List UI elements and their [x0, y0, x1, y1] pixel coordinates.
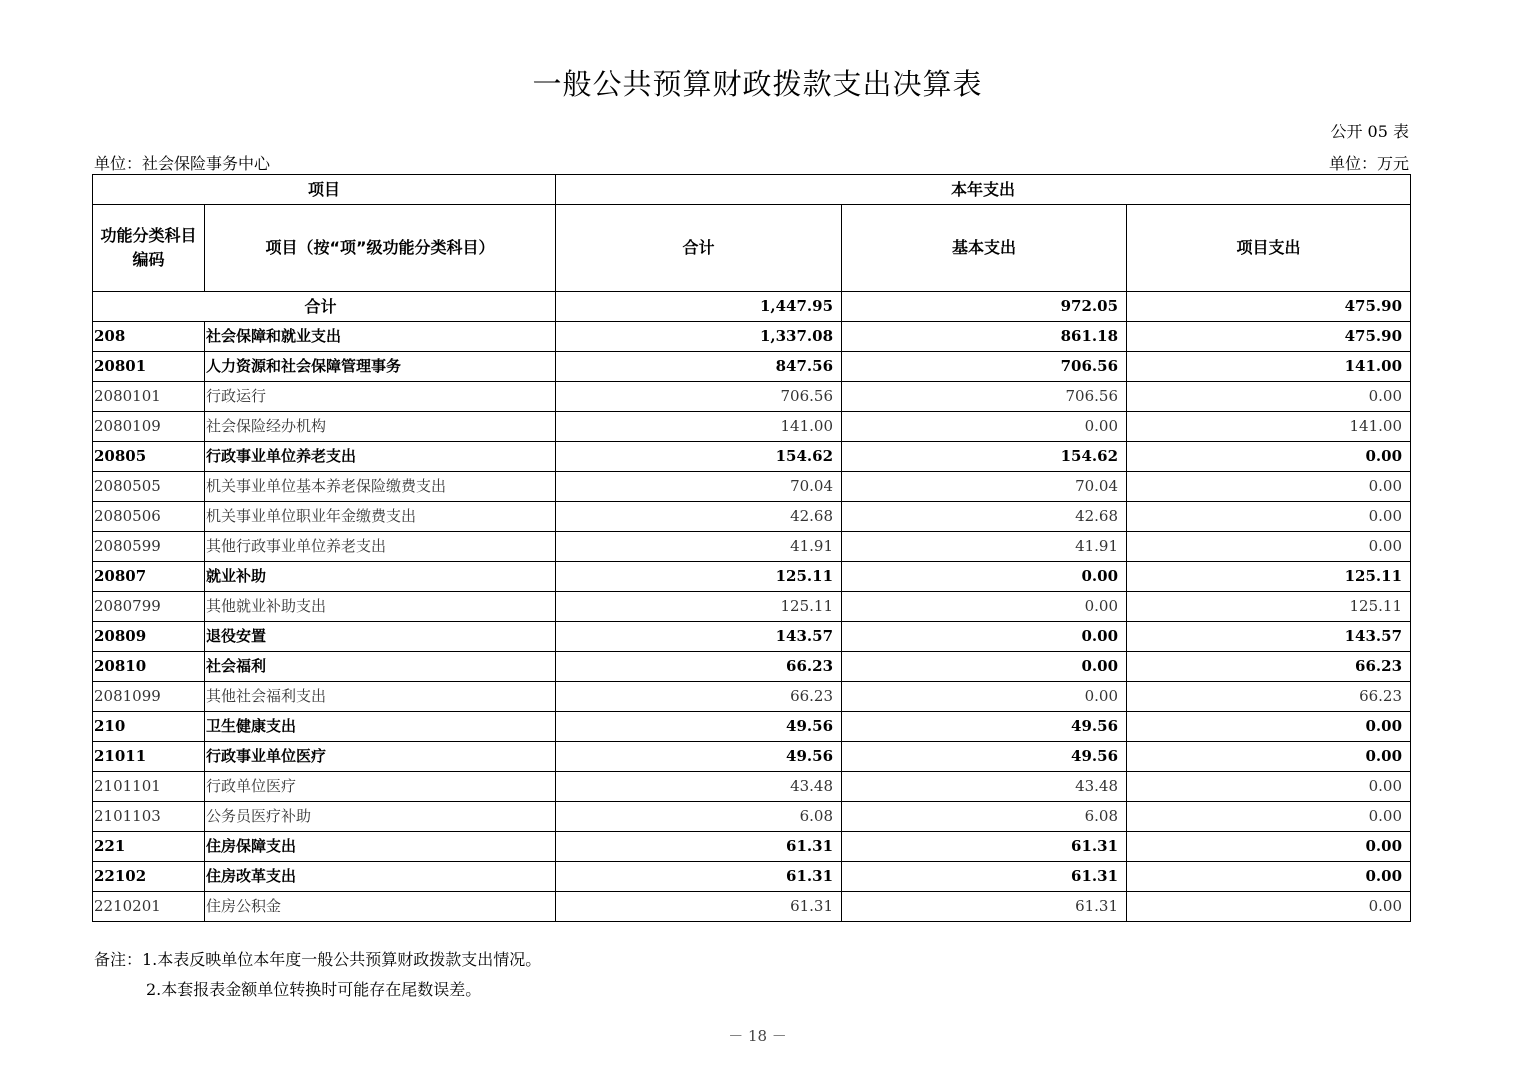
row-basic: 49.56 [842, 742, 1127, 772]
row-basic: 42.68 [842, 502, 1127, 532]
row-code: 20810 [93, 652, 205, 682]
row-total: 706.56 [556, 382, 842, 412]
row-name: 社会保障和就业支出 [205, 322, 556, 352]
row-total: 6.08 [556, 802, 842, 832]
row-code: 2080109 [93, 412, 205, 442]
unit-organization: 单位：社会保险事务中心 [94, 154, 271, 173]
row-code: 2080101 [93, 382, 205, 412]
table-row [93, 532, 1411, 562]
row-total: 42.68 [556, 502, 842, 532]
row-project: 66.23 [1127, 682, 1411, 712]
table-row [93, 712, 1411, 742]
row-code: 20801 [93, 352, 205, 382]
total-project: 475.90 [1127, 292, 1411, 322]
row-project: 0.00 [1127, 472, 1411, 502]
row-total: 141.00 [556, 412, 842, 442]
row-project: 0.00 [1127, 532, 1411, 562]
table-row [93, 802, 1411, 832]
row-basic: 0.00 [842, 592, 1127, 622]
row-name: 就业补助 [205, 562, 556, 592]
row-name: 社会保险经办机构 [205, 412, 556, 442]
row-project: 141.00 [1127, 352, 1411, 382]
row-project: 0.00 [1127, 832, 1411, 862]
total-amount: 1,447.95 [556, 292, 842, 322]
row-total: 66.23 [556, 682, 842, 712]
table-row [93, 862, 1411, 892]
row-code: 22102 [93, 862, 205, 892]
row-project: 0.00 [1127, 772, 1411, 802]
row-project: 0.00 [1127, 382, 1411, 412]
row-project: 475.90 [1127, 322, 1411, 352]
total-row [93, 292, 1411, 322]
row-basic: 43.48 [842, 772, 1127, 802]
row-project: 125.11 [1127, 562, 1411, 592]
row-project: 66.23 [1127, 652, 1411, 682]
row-project: 141.00 [1127, 412, 1411, 442]
row-name: 其他行政事业单位养老支出 [205, 532, 556, 562]
row-total: 43.48 [556, 772, 842, 802]
row-name: 其他社会福利支出 [205, 682, 556, 712]
row-basic: 706.56 [842, 382, 1127, 412]
row-name: 人力资源和社会保障管理事务 [205, 352, 556, 382]
page-number: － 18 － [728, 1027, 787, 1045]
table-row [93, 682, 1411, 712]
row-basic: 41.91 [842, 532, 1127, 562]
row-project: 0.00 [1127, 712, 1411, 742]
table-row [93, 442, 1411, 472]
row-code: 2101103 [93, 802, 205, 832]
row-name: 行政事业单位医疗 [205, 742, 556, 772]
row-total: 1,337.08 [556, 322, 842, 352]
row-code: 20805 [93, 442, 205, 472]
row-name: 行政事业单位养老支出 [205, 442, 556, 472]
table-row [93, 502, 1411, 532]
row-total: 49.56 [556, 712, 842, 742]
row-code: 208 [93, 322, 205, 352]
row-name: 行政单位医疗 [205, 772, 556, 802]
row-basic: 0.00 [842, 562, 1127, 592]
row-code: 20809 [93, 622, 205, 652]
table-row [93, 622, 1411, 652]
header-item: 项目（按“项”级功能分类科目） [205, 205, 556, 292]
table-row [93, 742, 1411, 772]
row-project: 0.00 [1127, 742, 1411, 772]
row-name: 社会福利 [205, 652, 556, 682]
row-code: 2080505 [93, 472, 205, 502]
row-total: 847.56 [556, 352, 842, 382]
row-name: 住房公积金 [205, 892, 556, 922]
header-row-1 [93, 175, 1411, 205]
row-basic: 0.00 [842, 622, 1127, 652]
header-basic: 基本支出 [842, 205, 1127, 292]
row-basic: 70.04 [842, 472, 1127, 502]
table-row [93, 352, 1411, 382]
header-total: 合计 [556, 205, 842, 292]
row-basic: 61.31 [842, 892, 1127, 922]
row-basic: 0.00 [842, 682, 1127, 712]
expenditure-table [92, 174, 1411, 922]
row-project: 125.11 [1127, 592, 1411, 622]
row-name: 行政运行 [205, 382, 556, 412]
row-total: 125.11 [556, 592, 842, 622]
row-code: 221 [93, 832, 205, 862]
table-row [93, 652, 1411, 682]
row-project: 0.00 [1127, 442, 1411, 472]
table-row [93, 322, 1411, 352]
header-project-expense: 项目支出 [1127, 205, 1411, 292]
row-project: 0.00 [1127, 802, 1411, 832]
row-name: 其他就业补助支出 [205, 592, 556, 622]
row-code: 2081099 [93, 682, 205, 712]
row-name: 机关事业单位基本养老保险缴费支出 [205, 472, 556, 502]
header-current-year: 本年支出 [556, 175, 1411, 205]
notes [94, 945, 541, 1005]
table-row [93, 382, 1411, 412]
row-basic: 0.00 [842, 412, 1127, 442]
row-basic: 61.31 [842, 862, 1127, 892]
row-total: 61.31 [556, 892, 842, 922]
header-row-2 [93, 205, 1411, 292]
row-total: 61.31 [556, 832, 842, 862]
row-name: 卫生健康支出 [205, 712, 556, 742]
row-total: 41.91 [556, 532, 842, 562]
row-basic: 0.00 [842, 652, 1127, 682]
row-basic: 61.31 [842, 832, 1127, 862]
form-number: 公开 05 表 [1330, 122, 1409, 141]
row-name: 机关事业单位职业年金缴费支出 [205, 502, 556, 532]
row-project: 0.00 [1127, 502, 1411, 532]
row-basic: 154.62 [842, 442, 1127, 472]
row-code: 2080799 [93, 592, 205, 622]
table-row [93, 892, 1411, 922]
table-row [93, 592, 1411, 622]
row-total: 61.31 [556, 862, 842, 892]
row-total: 66.23 [556, 652, 842, 682]
row-code: 210 [93, 712, 205, 742]
row-total: 49.56 [556, 742, 842, 772]
row-name: 住房改革支出 [205, 862, 556, 892]
row-code: 2210201 [93, 892, 205, 922]
table-row [93, 832, 1411, 862]
row-project: 0.00 [1127, 862, 1411, 892]
row-project: 0.00 [1127, 892, 1411, 922]
row-basic: 861.18 [842, 322, 1127, 352]
table-row [93, 562, 1411, 592]
row-basic: 49.56 [842, 712, 1127, 742]
table-row [93, 772, 1411, 802]
row-name: 住房保障支出 [205, 832, 556, 862]
total-basic: 972.05 [842, 292, 1127, 322]
table-row [93, 472, 1411, 502]
note-line-1: 备注：1.本表反映单位本年度一般公共预算财政拨款支出情况。 [94, 950, 542, 969]
row-code: 21011 [93, 742, 205, 772]
row-name: 公务员医疗补助 [205, 802, 556, 832]
row-code: 2080599 [93, 532, 205, 562]
row-total: 125.11 [556, 562, 842, 592]
unit-currency: 单位：万元 [1328, 154, 1409, 173]
row-total: 154.62 [556, 442, 842, 472]
row-basic: 706.56 [842, 352, 1127, 382]
header-project: 项目 [93, 175, 556, 205]
row-code: 2080506 [93, 502, 205, 532]
table-row [93, 412, 1411, 442]
page-title: 一般公共预算财政拨款支出决算表 [532, 67, 983, 101]
row-total: 70.04 [556, 472, 842, 502]
row-code: 2101101 [93, 772, 205, 802]
total-label: 合计 [93, 292, 556, 322]
row-name: 退役安置 [205, 622, 556, 652]
row-project: 143.57 [1127, 622, 1411, 652]
row-total: 143.57 [556, 622, 842, 652]
header-code: 功能分类科目编码 [93, 205, 205, 292]
row-basic: 6.08 [842, 802, 1127, 832]
row-code: 20807 [93, 562, 205, 592]
note-line-2: 2.本套报表金额单位转换时可能存在尾数误差。 [146, 980, 482, 999]
